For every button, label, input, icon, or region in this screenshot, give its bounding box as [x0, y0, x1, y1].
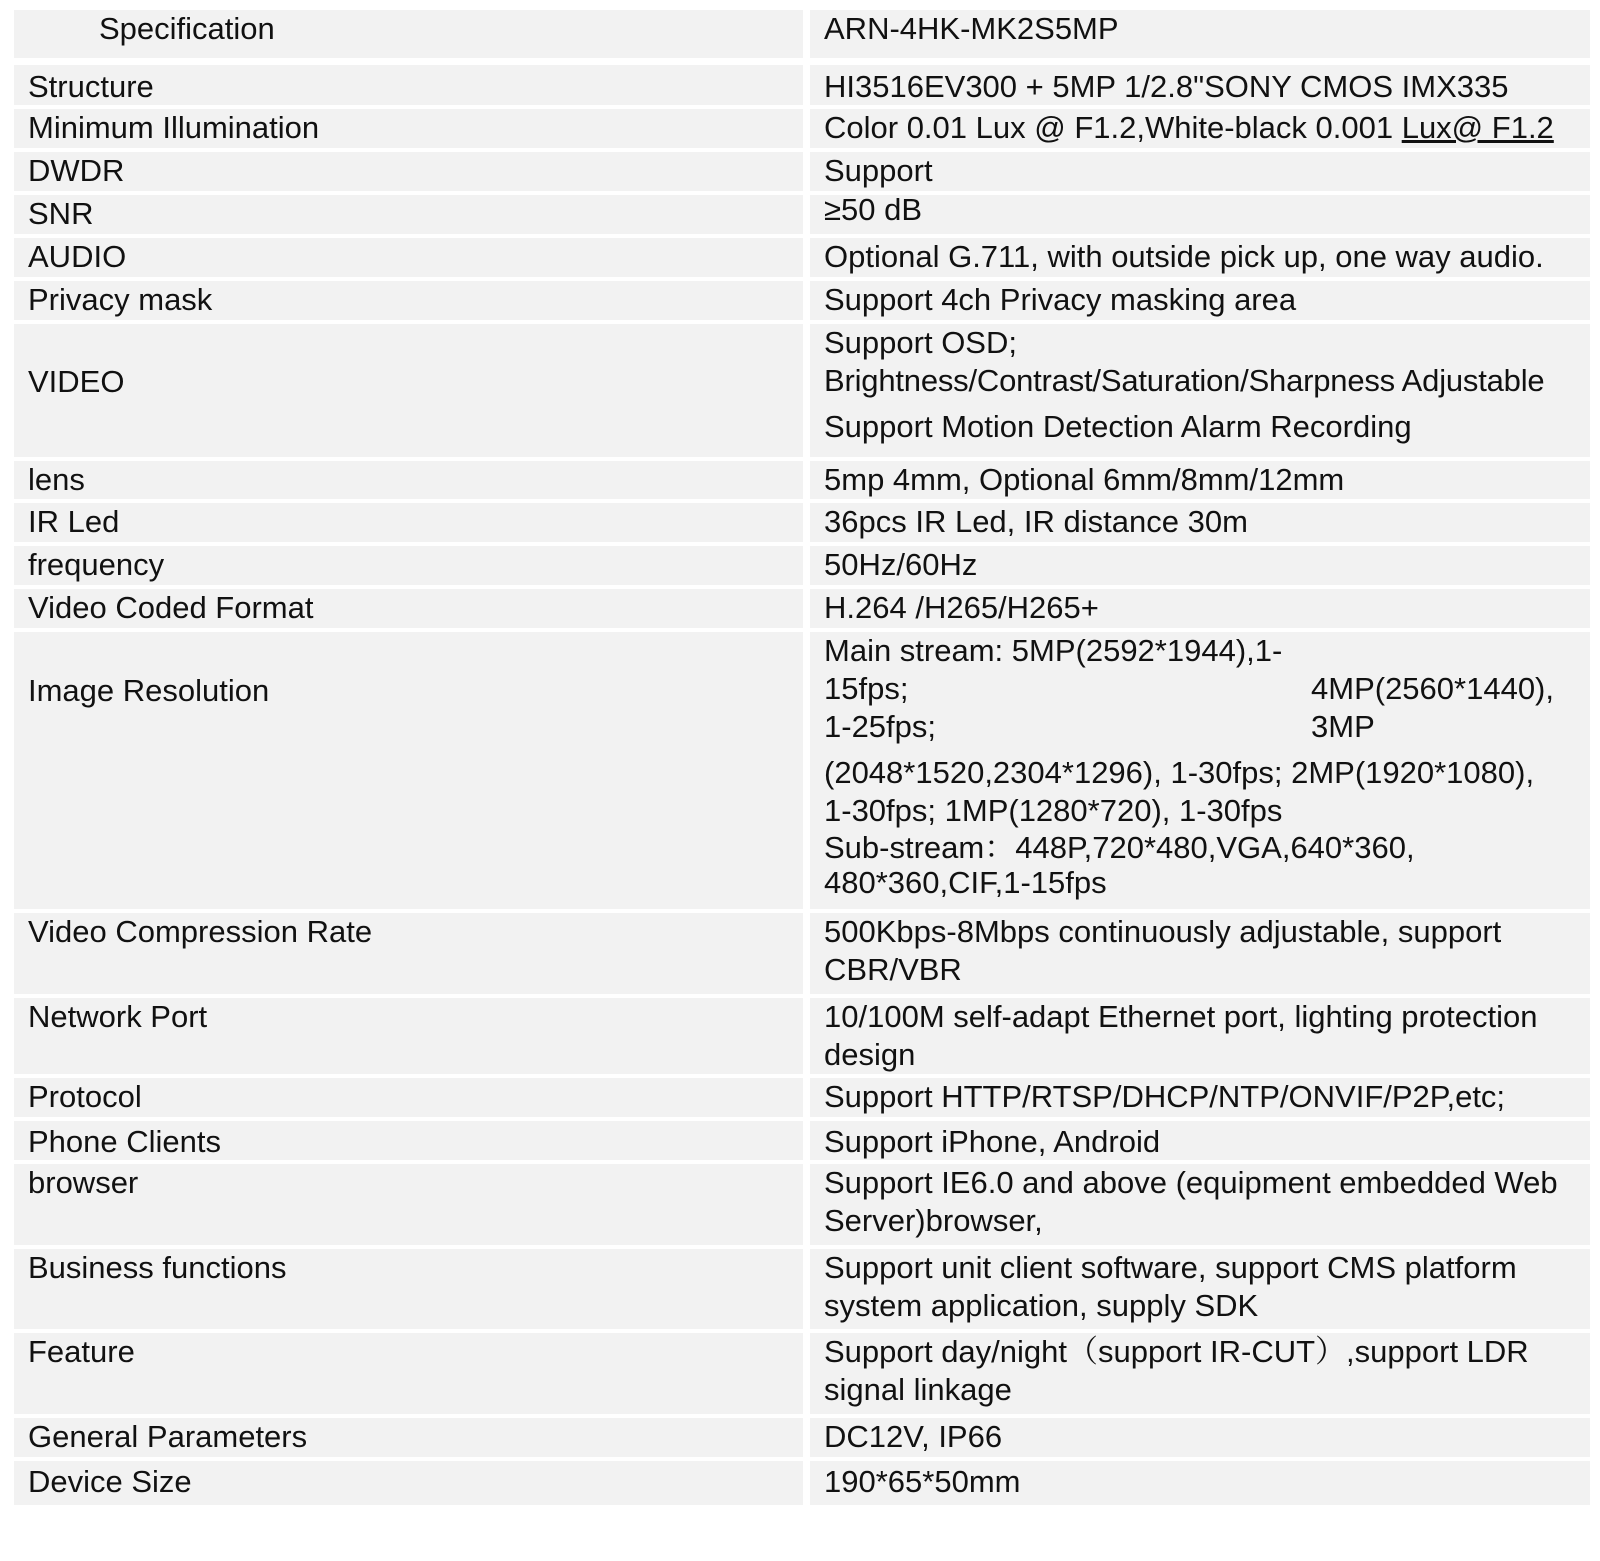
- row-structure: [14, 65, 1590, 105]
- value-business-functions: [810, 1249, 1590, 1329]
- label-frequency: frequency: [14, 546, 803, 585]
- value-structure: HI3516EV300 + 5MP 1/2.8"SONY CMOS IMX335: [810, 65, 1590, 105]
- value-general-parameters: DC12V, IP66: [810, 1418, 1590, 1457]
- value-min-illumination: [810, 109, 1590, 148]
- row-ir-led: [14, 503, 1590, 542]
- label-ir-led: IR Led: [14, 503, 803, 542]
- spec-table: [14, 10, 1590, 1505]
- row-privacy-mask: [14, 281, 1590, 320]
- label-snr: SNR: [14, 195, 803, 234]
- header-row: [14, 10, 1590, 58]
- business-line-2: system application, supply SDK: [824, 1288, 1259, 1323]
- row-device-size: [14, 1461, 1590, 1505]
- compression-line-1: 500Kbps-8Mbps continuously adjustable, support: [824, 914, 1502, 949]
- value-browser: [810, 1164, 1590, 1245]
- value-phone-clients: Support iPhone, Android: [810, 1121, 1590, 1160]
- row-snr: [14, 192, 1590, 234]
- label-video: VIDEO: [14, 324, 803, 457]
- resolution-main-line-5: 1-30fps; 1MP(1280*720), 1-30fps: [824, 793, 1283, 828]
- value-privacy-mask: Support 4ch Privacy masking area: [810, 281, 1590, 320]
- value-protocol: Support HTTP/RTSP/DHCP/NTP/ONVIF/P2P,etc;: [810, 1078, 1590, 1117]
- label-network-port: Network Port: [14, 998, 803, 1074]
- value-feature: [810, 1333, 1590, 1414]
- resolution-main-line-3: [824, 708, 1590, 746]
- value-device-size: 190*65*50mm: [810, 1461, 1590, 1505]
- row-video-compression-rate: [14, 913, 1590, 994]
- browser-line-2: Server)browser,: [824, 1203, 1043, 1238]
- row-min-illumination: [14, 109, 1590, 148]
- label-min-illumination: Minimum Illumination: [14, 109, 803, 148]
- value-dwdr: Support: [810, 152, 1590, 191]
- browser-line-1: Support IE6.0 and above (equipment embedded Web: [824, 1165, 1558, 1200]
- row-lens: [14, 461, 1590, 499]
- label-video-coded-format: Video Coded Format: [14, 589, 803, 628]
- label-business-functions: Business functions: [14, 1249, 803, 1329]
- label-protocol: Protocol: [14, 1078, 803, 1117]
- row-general-parameters: [14, 1418, 1590, 1457]
- label-browser: browser: [14, 1164, 803, 1245]
- row-business-functions: [14, 1249, 1590, 1329]
- label-privacy-mask: Privacy mask: [14, 281, 803, 320]
- row-audio: [14, 238, 1590, 277]
- row-dwdr: [14, 152, 1590, 191]
- compression-line-2: CBR/VBR: [824, 952, 962, 987]
- label-audio: AUDIO: [14, 238, 803, 277]
- value-ir-led: 36pcs IR Led, IR distance 30m: [810, 503, 1590, 542]
- label-phone-clients: Phone Clients: [14, 1121, 803, 1160]
- row-browser: [14, 1164, 1590, 1245]
- label-dwdr: DWDR: [14, 152, 803, 191]
- value-network-port: [810, 998, 1590, 1074]
- resolution-main-line-3-left: 1-25fps;: [824, 709, 937, 744]
- value-frequency: 50Hz/60Hz: [810, 546, 1590, 585]
- video-line-osd: Support OSD;: [824, 325, 1017, 360]
- label-lens: lens: [14, 461, 803, 499]
- value-snr: ≥50 dB: [810, 195, 1590, 234]
- value-lens: 5mp 4mm, Optional 6mm/8mm/12mm: [810, 461, 1590, 499]
- label-video-compression-rate: Video Compression Rate: [14, 913, 803, 994]
- resolution-main-line-4: (2048*1520,2304*1296), 1-30fps; 2MP(1920*1080),: [824, 755, 1535, 790]
- resolution-main-line-2-left: 15fps;: [824, 671, 909, 706]
- label-image-resolution: Image Resolution: [14, 632, 803, 909]
- row-image-resolution: [14, 632, 1590, 909]
- min-illumination-text: Color 0.01 Lux @ F1.2,White-black 0.001: [824, 110, 1402, 145]
- label-feature: Feature: [14, 1333, 803, 1414]
- row-video: [14, 324, 1590, 457]
- resolution-sub-line-2: 480*360,CIF,1-15fps: [824, 865, 1107, 900]
- value-video-compression-rate: [810, 913, 1590, 994]
- row-video-coded-format: [14, 589, 1590, 628]
- label-structure: Structure: [14, 65, 803, 105]
- row-feature: [14, 1333, 1590, 1414]
- value-video: [810, 324, 1590, 457]
- video-line-adjust: Brightness/Contrast/Saturation/Sharpness Adjustable: [824, 363, 1545, 398]
- min-illumination-underlined: Lux@ F1.2: [1401, 110, 1554, 145]
- network-line-2: design: [824, 1037, 916, 1072]
- network-line-1: 10/100M self-adapt Ethernet port, lighting protection: [824, 999, 1538, 1034]
- header-label: Specification: [14, 10, 803, 58]
- label-device-size: Device Size: [14, 1461, 803, 1505]
- value-image-resolution: [810, 632, 1590, 909]
- video-line-motion: Support Motion Detection Alarm Recording: [824, 409, 1412, 444]
- row-network-port: [14, 998, 1590, 1074]
- resolution-main-line-1: Main stream: 5MP(2592*1944),1-: [824, 633, 1283, 668]
- row-frequency: [14, 546, 1590, 585]
- value-audio: Optional G.711, with outside pick up, one way audio.: [810, 238, 1590, 277]
- header-value: ARN-4HK-MK2S5MP: [810, 10, 1590, 58]
- resolution-main-line-3-right: 3MP: [1311, 709, 1375, 744]
- row-phone-clients: [14, 1121, 1590, 1160]
- business-line-1: Support unit client software, support CMS platform: [824, 1250, 1517, 1285]
- label-general-parameters: General Parameters: [14, 1418, 803, 1457]
- resolution-sub-line-1: Sub-stream：448P,720*480,VGA,640*360,: [824, 830, 1415, 865]
- resolution-main-line-2-right: 4MP(2560*1440),: [1311, 671, 1554, 706]
- row-protocol: [14, 1078, 1590, 1117]
- value-video-coded-format: H.264 /H265/H265+: [810, 589, 1590, 628]
- feature-line-2: signal linkage: [824, 1372, 1012, 1407]
- feature-line-1: Support day/night（support IR-CUT）,support LDR: [824, 1334, 1529, 1369]
- resolution-main-line-2: [824, 670, 1590, 708]
